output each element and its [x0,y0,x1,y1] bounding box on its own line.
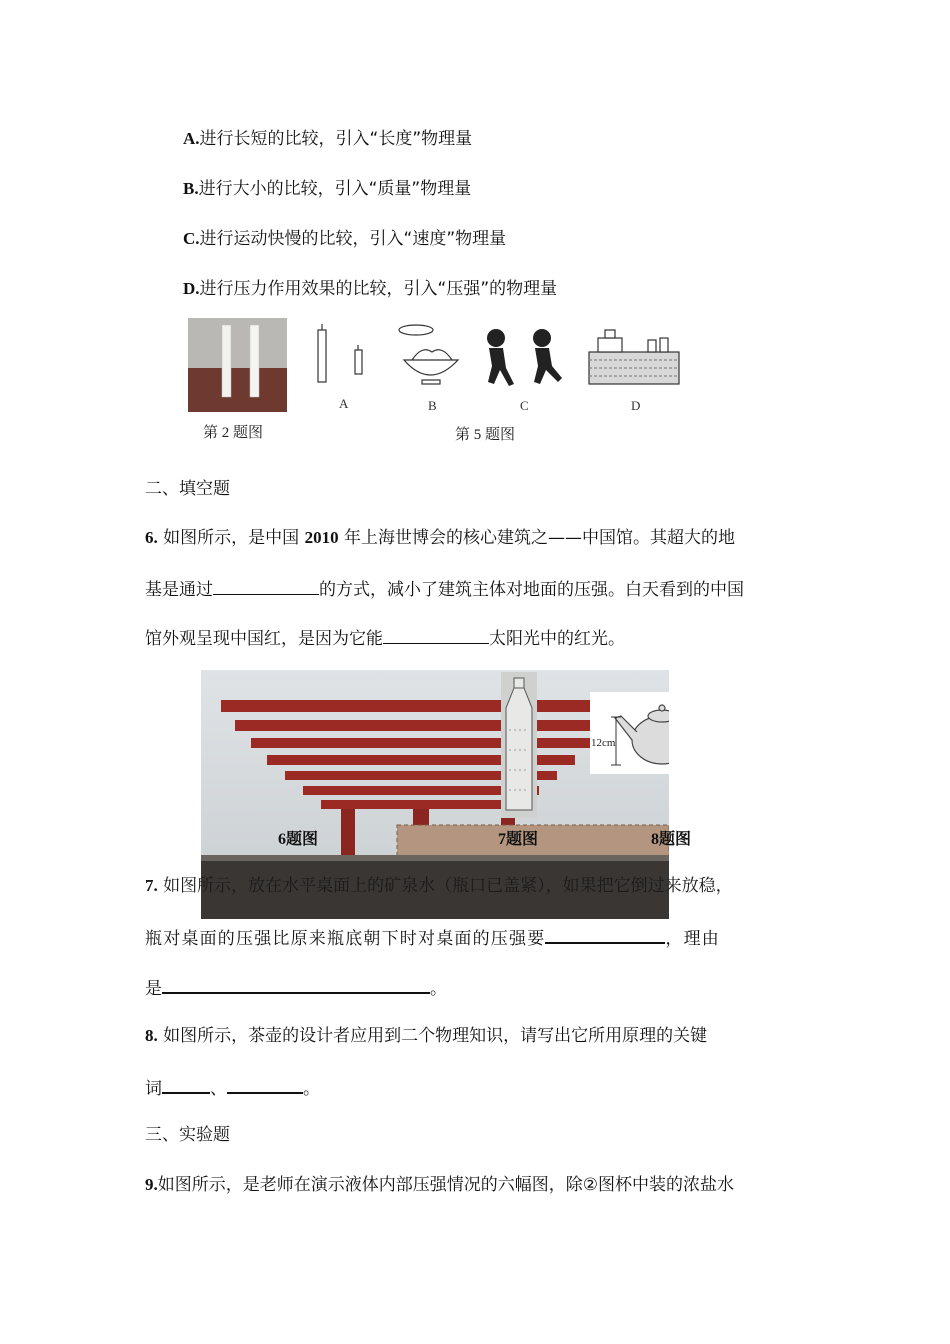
q7-line2 [145,924,720,951]
q8-line2 [145,1074,320,1101]
question-number: 6. [145,528,158,547]
caption-q5: 第 5 题图 [455,427,516,443]
q6-text: 馆外观呈现中国红，是因为它能 [145,629,383,649]
q7-line3 [145,974,447,1001]
q6-text: 的方式，减小了建筑主体对地面的压强。白天看到的中国 [319,580,744,600]
option-text: 进行压力作用效果的比较，引入“压强”的物理量 [199,279,558,299]
balance-sketch [399,325,458,384]
q6-text: 太阳光中的红光。 [489,629,625,649]
candles-sketch [318,324,362,382]
q6-text: 基是通过 [145,580,213,600]
q6-line1 [145,526,735,550]
pressure-sketch [589,330,679,384]
answer-blank[interactable] [545,924,665,944]
runners-sketch [487,329,562,386]
q6-line3 [145,625,625,651]
caption-q8: 8题图 [651,831,692,848]
caption-q2: 第 2 题图 [203,425,264,441]
q8-text: 、 [210,1079,227,1099]
q7-text: 是 [145,979,162,999]
option-letter: A. [183,129,200,148]
q6-year: 2010 [304,528,339,547]
q7-text: 。 [430,979,447,999]
option-letter: C. [183,229,200,248]
q8-line1 [145,1024,707,1048]
caption-q6: 6题图 [278,831,319,848]
q6-line2 [145,576,744,602]
question-number: 9. [145,1175,158,1194]
q6-text: 如图所示，是中国 [163,528,300,548]
q6-text: 年上海世博会的核心建筑之——中国馆。其超大的地 [343,528,735,548]
q7-text: ，理由 [665,929,721,949]
section-title: 二、填空题 [145,479,230,499]
q8-text: 。 [303,1079,320,1099]
option-text: 进行大小的比较，引入“质量”物理量 [198,179,472,199]
q7-text: 瓶对桌面的压强比原来瓶底朝下时对桌面的压强要 [145,929,546,949]
option-text: 进行运动快慢的比较，引入“速度”物理量 [199,229,507,249]
q8-text: 词 [145,1079,162,1099]
q8-text: 如图所示，茶壶的设计者应用到二个物理知识，请写出它所用原理的关键 [163,1026,708,1046]
figure-label-b: B [428,398,437,413]
answer-blank[interactable] [213,576,319,595]
figure-label-a: A [339,396,349,411]
q7-text: 如图所示，放在水平桌面上的矿泉水（瓶口已盖紧），如果把它倒过来放稳， [163,876,733,896]
teapot-height-label: 12cm [591,737,616,749]
question-number: 7. [145,876,158,895]
pillars-photo [188,318,287,412]
option-text: 进行长短的比较，引入“长度”物理量 [199,129,473,149]
caption-q7: 7题图 [498,831,539,848]
answer-blank[interactable] [162,974,430,994]
answer-blank[interactable] [383,625,489,644]
q9-text: 如图所示，是老师在演示液体内部压强情况的六幅图，除②图杯中装的浓盐水 [157,1175,734,1195]
q9-line1 [145,1173,734,1197]
question-number: 8. [145,1026,158,1045]
q7-line1 [145,874,733,898]
option-letter: D. [183,279,200,298]
figure-row [0,0,950,460]
figure-label-c: C [520,398,529,413]
answer-blank[interactable] [227,1074,303,1094]
section-title: 三、实验题 [145,1125,230,1145]
option-letter: B. [183,179,199,198]
answer-blank[interactable] [162,1074,210,1094]
figure-label-d: D [631,398,641,413]
bottle-sketch [506,678,532,810]
